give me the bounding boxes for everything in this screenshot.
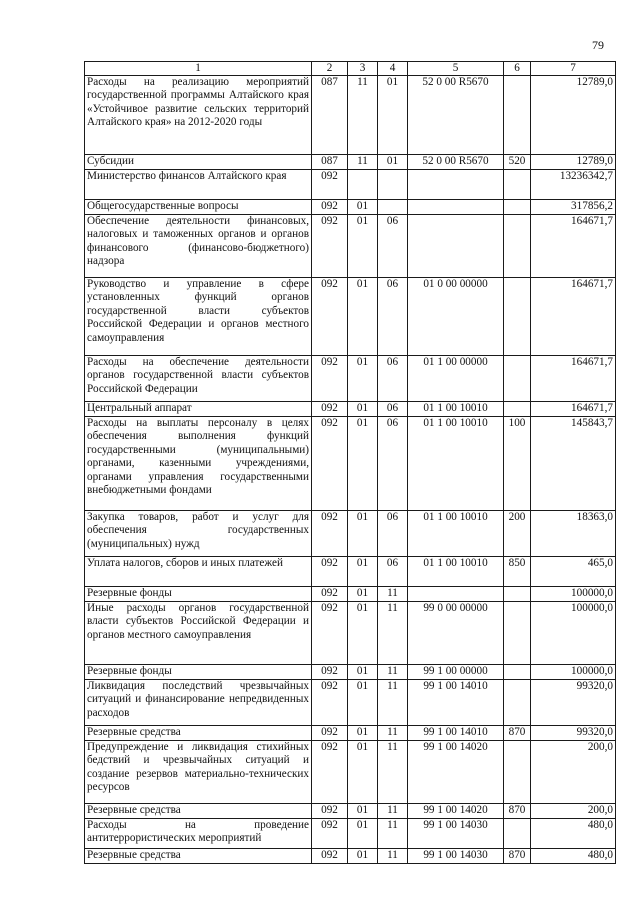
row-amount-cell: 480,0: [531, 819, 616, 849]
row-subsection-cell: 06: [378, 402, 408, 417]
row-amount-cell: 100000,0: [531, 602, 616, 665]
row-subsection-cell: 11: [378, 849, 408, 864]
row-section-cell: 11: [348, 76, 378, 155]
row-target-code-cell: 52 0 00 R5670: [408, 155, 504, 170]
row-name-cell: Предупреждение и ликвидация стихийных бедствий и чрезвычайных ситуаций и создание резервов материально-технических ресурсов: [85, 741, 312, 804]
header-cell-6: 6: [504, 62, 531, 76]
row-name-cell: Резервные фонды: [85, 587, 312, 602]
row-admin-code-cell: 092: [312, 417, 348, 511]
table-row: [85, 170, 616, 200]
table-row: [85, 587, 616, 602]
row-section-cell: 11: [348, 155, 378, 170]
row-section-cell: [348, 170, 378, 200]
table-row: [85, 76, 616, 155]
row-section-cell: 01: [348, 200, 378, 215]
row-subsection-cell: [378, 200, 408, 215]
row-subsection-cell: 06: [378, 278, 408, 356]
row-expense-type-cell: [504, 680, 531, 726]
row-expense-type-cell: [504, 356, 531, 402]
row-target-code-cell: 99 1 00 00000: [408, 665, 504, 680]
table-row: [85, 819, 616, 849]
row-expense-type-cell: 520: [504, 155, 531, 170]
row-amount-cell: 18363,0: [531, 511, 616, 557]
row-subsection-cell: 11: [378, 602, 408, 665]
row-section-cell: 01: [348, 356, 378, 402]
row-admin-code-cell: 092: [312, 557, 348, 587]
row-expense-type-cell: [504, 170, 531, 200]
row-admin-code-cell: 092: [312, 402, 348, 417]
row-expense-type-cell: 870: [504, 804, 531, 819]
row-section-cell: 01: [348, 680, 378, 726]
row-expense-type-cell: 870: [504, 849, 531, 864]
row-admin-code-cell: 092: [312, 680, 348, 726]
table-row: [85, 215, 616, 278]
row-name-cell: Обеспечение деятельности финансовых, налоговых и таможенных органов и органов финансового (финансово-бюджетного) надзора: [85, 215, 312, 278]
row-target-code-cell: [408, 215, 504, 278]
header-cell-2: 2: [312, 62, 348, 76]
row-expense-type-cell: [504, 200, 531, 215]
row-subsection-cell: 11: [378, 665, 408, 680]
row-admin-code-cell: 092: [312, 741, 348, 804]
header-cell-4: 4: [378, 62, 408, 76]
row-expense-type-cell: 200: [504, 511, 531, 557]
row-subsection-cell: 06: [378, 557, 408, 587]
row-expense-type-cell: [504, 741, 531, 804]
table-row: [85, 602, 616, 665]
row-target-code-cell: 01 1 00 10010: [408, 402, 504, 417]
row-expense-type-cell: 850: [504, 557, 531, 587]
row-subsection-cell: 11: [378, 741, 408, 804]
row-expense-type-cell: [504, 587, 531, 602]
row-admin-code-cell: 092: [312, 602, 348, 665]
row-amount-cell: 100000,0: [531, 587, 616, 602]
row-section-cell: 01: [348, 602, 378, 665]
row-admin-code-cell: 092: [312, 356, 348, 402]
table-row: [85, 741, 616, 804]
row-section-cell: 01: [348, 557, 378, 587]
row-target-code-cell: 99 1 00 14010: [408, 726, 504, 741]
table-row: [85, 417, 616, 511]
row-amount-cell: 480,0: [531, 849, 616, 864]
table-row: [85, 356, 616, 402]
row-expense-type-cell: [504, 665, 531, 680]
table-row: [85, 665, 616, 680]
row-target-code-cell: 01 1 00 00000: [408, 356, 504, 402]
row-section-cell: 01: [348, 849, 378, 864]
row-name-cell: Субсидии: [85, 155, 312, 170]
row-target-code-cell: 99 0 00 00000: [408, 602, 504, 665]
row-section-cell: 01: [348, 402, 378, 417]
row-expense-type-cell: 870: [504, 726, 531, 741]
row-amount-cell: 317856,2: [531, 200, 616, 215]
row-name-cell: Общегосударственные вопросы: [85, 200, 312, 215]
row-name-cell: Центральный аппарат: [85, 402, 312, 417]
row-name-cell: Резервные средства: [85, 804, 312, 819]
row-admin-code-cell: 092: [312, 215, 348, 278]
row-amount-cell: 99320,0: [531, 726, 616, 741]
row-amount-cell: 200,0: [531, 804, 616, 819]
table-row: [85, 155, 616, 170]
row-name-cell: Ликвидация последствий чрезвычайных ситуаций и финансирование непредвиденных расходов: [85, 680, 312, 726]
row-section-cell: 01: [348, 741, 378, 804]
row-name-cell: Расходы на обеспечение деятельности органов государственной власти субъектов Российской Федерации: [85, 356, 312, 402]
header-cell-1: 1: [85, 62, 312, 76]
row-subsection-cell: 06: [378, 215, 408, 278]
row-target-code-cell: 01 1 00 10010: [408, 511, 504, 557]
row-amount-cell: 164671,7: [531, 215, 616, 278]
row-subsection-cell: 06: [378, 356, 408, 402]
table-row: [85, 402, 616, 417]
row-name-cell: Резервные средства: [85, 726, 312, 741]
row-subsection-cell: 11: [378, 804, 408, 819]
row-expense-type-cell: [504, 602, 531, 665]
row-amount-cell: 145843,7: [531, 417, 616, 511]
row-admin-code-cell: 092: [312, 804, 348, 819]
table-body: [85, 76, 616, 864]
row-section-cell: 01: [348, 278, 378, 356]
row-admin-code-cell: 092: [312, 726, 348, 741]
row-section-cell: 01: [348, 804, 378, 819]
row-subsection-cell: 11: [378, 819, 408, 849]
row-admin-code-cell: 087: [312, 76, 348, 155]
row-name-cell: Резервные фонды: [85, 665, 312, 680]
row-name-cell: Закупка товаров, работ и услуг для обеспечения государственных (муниципальных) нужд: [85, 511, 312, 557]
row-amount-cell: 13236342,7: [531, 170, 616, 200]
table-row: [85, 511, 616, 557]
row-amount-cell: 164671,7: [531, 356, 616, 402]
header-cell-5: 5: [408, 62, 504, 76]
table-row: [85, 278, 616, 356]
table-row: [85, 804, 616, 819]
row-target-code-cell: 99 1 00 14030: [408, 819, 504, 849]
row-name-cell: Расходы на проведение антитеррористических мероприятий: [85, 819, 312, 849]
row-name-cell: Руководство и управление в сфере установленных функций органов государственной власти субъектов Российской Федерации и органов местного самоуправления: [85, 278, 312, 356]
table-row: [85, 680, 616, 726]
row-subsection-cell: [378, 170, 408, 200]
row-section-cell: 01: [348, 587, 378, 602]
row-amount-cell: 12789,0: [531, 76, 616, 155]
row-amount-cell: 100000,0: [531, 665, 616, 680]
row-name-cell: Министерство финансов Алтайского края: [85, 170, 312, 200]
header-row: [85, 62, 616, 76]
row-target-code-cell: 99 1 00 14020: [408, 804, 504, 819]
row-section-cell: 01: [348, 819, 378, 849]
row-amount-cell: 164671,7: [531, 278, 616, 356]
row-amount-cell: 465,0: [531, 557, 616, 587]
page-number: 79: [592, 38, 604, 52]
row-name-cell: Расходы на реализацию мероприятий государственной программы Алтайского края «Устойчивое развитие сельских территорий Алтайского края» на 2012-2020 годы: [85, 76, 312, 155]
row-admin-code-cell: 092: [312, 587, 348, 602]
row-subsection-cell: 06: [378, 511, 408, 557]
table-row: [85, 557, 616, 587]
row-section-cell: 01: [348, 215, 378, 278]
row-name-cell: Уплата налогов, сборов и иных платежей: [85, 557, 312, 587]
row-admin-code-cell: 092: [312, 170, 348, 200]
row-target-code-cell: 99 1 00 14020: [408, 741, 504, 804]
row-admin-code-cell: 087: [312, 155, 348, 170]
row-expense-type-cell: [504, 76, 531, 155]
row-target-code-cell: [408, 170, 504, 200]
row-section-cell: 01: [348, 726, 378, 741]
row-target-code-cell: 99 1 00 14010: [408, 680, 504, 726]
row-expense-type-cell: [504, 819, 531, 849]
header-cell-7: 7: [531, 62, 616, 76]
row-amount-cell: 200,0: [531, 741, 616, 804]
row-name-cell: Резервные средства: [85, 849, 312, 864]
row-expense-type-cell: [504, 215, 531, 278]
row-name-cell: Иные расходы органов государственной власти субъектов Российской Федерации и органов местного самоуправления: [85, 602, 312, 665]
row-target-code-cell: 99 1 00 14030: [408, 849, 504, 864]
row-admin-code-cell: 092: [312, 200, 348, 215]
row-section-cell: 01: [348, 511, 378, 557]
row-subsection-cell: 11: [378, 680, 408, 726]
row-amount-cell: 99320,0: [531, 680, 616, 726]
row-target-code-cell: 01 1 00 10010: [408, 417, 504, 511]
table-row: [85, 726, 616, 741]
row-subsection-cell: 01: [378, 76, 408, 155]
table-row: [85, 200, 616, 215]
row-amount-cell: 164671,7: [531, 402, 616, 417]
table-row: [85, 849, 616, 864]
budget-table: [84, 61, 616, 864]
row-name-cell: Расходы на выплаты персоналу в целях обеспечения выполнения функций государственными (муниципальными) органами, казенными учреждениями, органами управления государственными внебюджетными фондами: [85, 417, 312, 511]
row-target-code-cell: [408, 200, 504, 215]
row-admin-code-cell: 092: [312, 511, 348, 557]
row-admin-code-cell: 092: [312, 819, 348, 849]
row-subsection-cell: 06: [378, 417, 408, 511]
row-expense-type-cell: [504, 278, 531, 356]
row-subsection-cell: 11: [378, 587, 408, 602]
row-target-code-cell: 01 1 00 10010: [408, 557, 504, 587]
row-section-cell: 01: [348, 417, 378, 511]
row-amount-cell: 12789,0: [531, 155, 616, 170]
row-admin-code-cell: 092: [312, 849, 348, 864]
row-section-cell: 01: [348, 665, 378, 680]
row-admin-code-cell: 092: [312, 665, 348, 680]
row-subsection-cell: 11: [378, 726, 408, 741]
row-target-code-cell: 01 0 00 00000: [408, 278, 504, 356]
row-expense-type-cell: 100: [504, 417, 531, 511]
header-cell-3: 3: [348, 62, 378, 76]
row-expense-type-cell: [504, 402, 531, 417]
row-target-code-cell: [408, 587, 504, 602]
row-target-code-cell: 52 0 00 R5670: [408, 76, 504, 155]
row-admin-code-cell: 092: [312, 278, 348, 356]
row-subsection-cell: 01: [378, 155, 408, 170]
